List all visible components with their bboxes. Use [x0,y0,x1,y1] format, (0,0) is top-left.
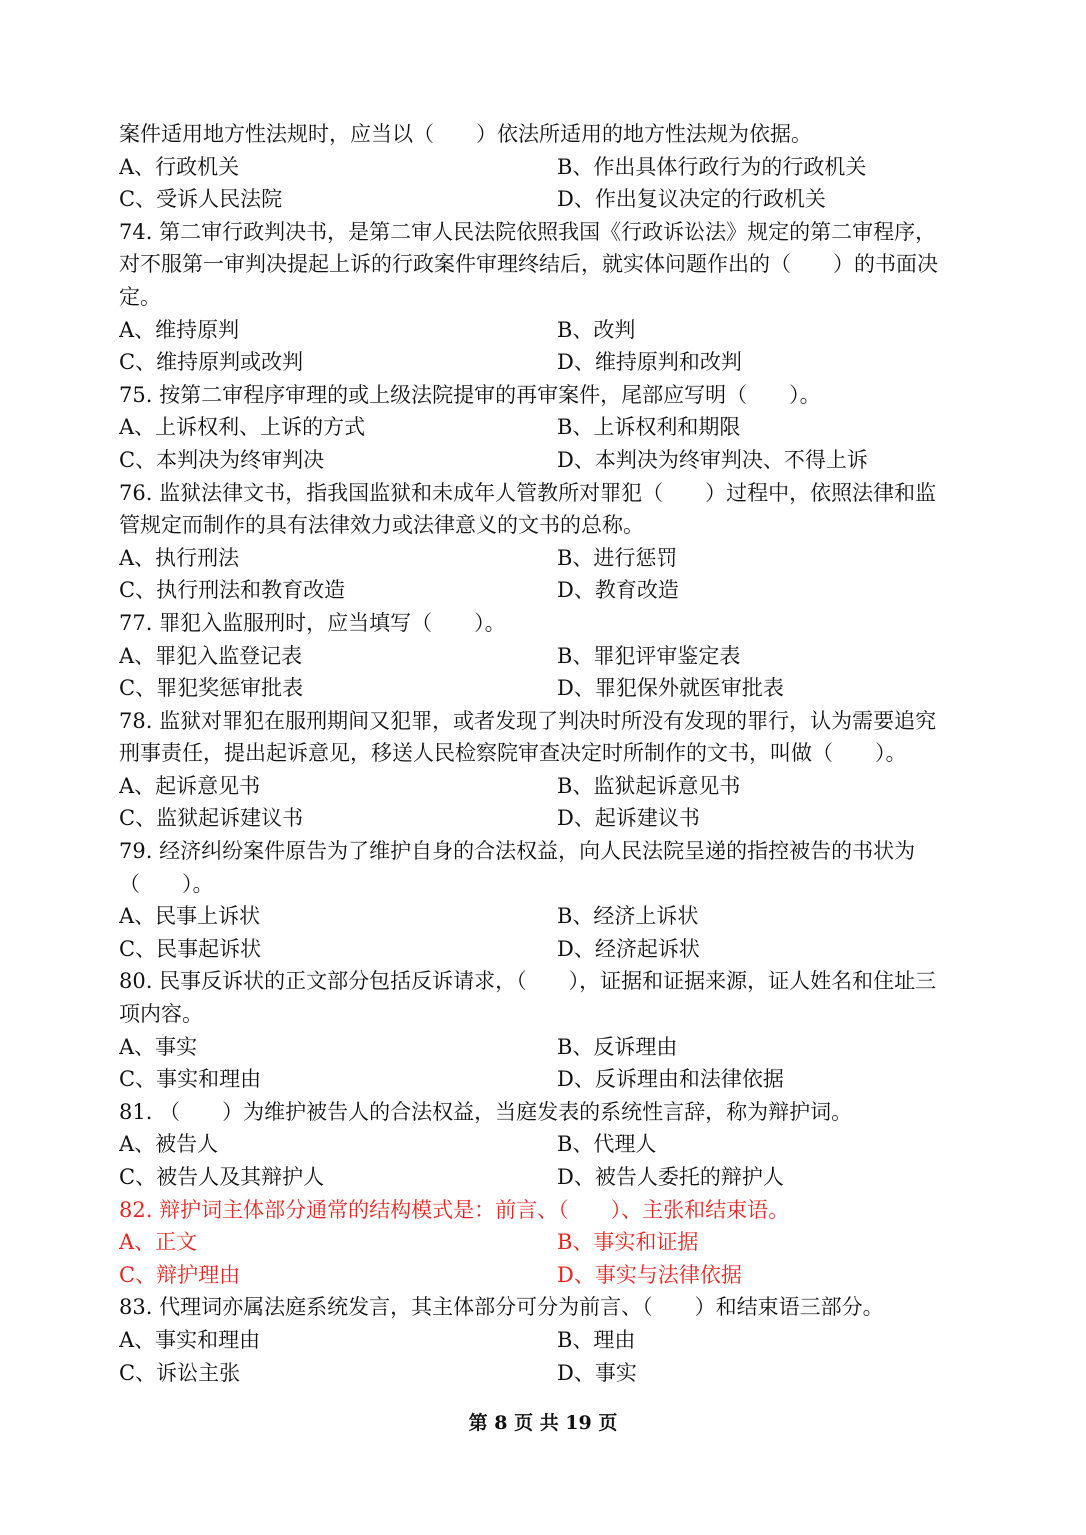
option-d: D、作出复议决定的行政机关 [557,187,826,212]
question-77 [119,607,971,705]
options-row [119,1031,971,1064]
option-b: B、进行惩罚 [557,545,678,570]
option-c: C、诉讼主张 [119,1360,241,1385]
option-d: D、罪犯保外就医审批表 [557,676,784,701]
options-row [119,802,971,835]
options-row [119,1161,971,1194]
option-a: A、民事上诉状 [119,904,261,929]
options-row [119,900,971,933]
option-d: D、事实 [557,1360,637,1385]
intro-options-row-2 [119,183,971,216]
options-row [119,1063,971,1096]
question-83 [119,1291,971,1389]
question-text-line: 定。 [119,284,161,309]
question-text-line: 78. 监狱对罪犯在服刑期间又犯罪，或者发现了判决时所没有发现的罪行，认为需要追究 [119,708,937,733]
option-c: C、罪犯奖惩审批表 [119,676,304,701]
option-c: C、被告人及其辩护人 [119,1165,325,1189]
intro-options-row-1 [119,151,971,184]
option-a: A、事实 [119,1034,198,1059]
option-b: B、事实和证据 [557,1230,699,1255]
question-text-line: 76. 监狱法律文书，指我国监狱和未成年人管教所对罪犯（ ）过程中，依照法律和监 [119,480,937,505]
question-75 [119,379,971,477]
option-a: A、正文 [119,1230,198,1255]
options-row [119,1324,971,1357]
option-a: A、被告人 [119,1132,219,1157]
question-82-highlighted [119,1194,971,1292]
question-text-line: 83. 代理词亦属法庭系统发言，其主体部分可分为前言、（ ）和结束语三部分。 [119,1295,884,1320]
option-b: B、理由 [557,1327,636,1352]
question-text-line: 对不服第一审判决提起上诉的行政案件审理终结后，就实体问题作出的（ ）的书面决 [119,252,938,277]
question-text-line: 79. 经济纠纷案件原告为了维护自身的合法权益，向人民法院呈递的指控被告的书状为 [119,839,916,864]
option-b: B、上诉权利和期限 [557,415,741,440]
options-row [119,411,971,444]
option-b: B、罪犯评审鉴定表 [557,643,741,668]
question-80 [119,965,971,1095]
option-a: A、上诉权利、上诉的方式 [119,415,366,440]
options-row [119,542,971,575]
option-d: D、教育改造 [557,578,679,603]
option-d: D、经济起诉状 [557,936,700,961]
option-d: D、本判决为终审判决、不得上诉 [557,447,868,472]
option-d: D、维持原判和改判 [557,350,742,375]
options-row [119,574,971,607]
option-c: C、本判决为终审判决 [119,447,325,472]
option-a: A、执行刑法 [119,545,240,570]
question-74 [119,216,971,379]
option-b: B、作出具体行政行为的行政机关 [557,154,867,179]
option-b: B、经济上诉状 [557,904,699,929]
option-b: B、反诉理由 [557,1034,678,1059]
option-d: D、起诉建议书 [557,806,700,831]
option-d: D、被告人委托的辩护人 [557,1165,784,1189]
option-c: C、维持原判或改判 [119,350,304,375]
option-b: B、改判 [557,317,636,342]
question-text-line: 80. 民事反诉状的正文部分包括反诉请求，（ ），证据和证据来源，证人姓名和住址三 [119,969,937,994]
option-b: B、监狱起诉意见书 [557,773,741,798]
question-text-line: 74. 第二审行政判决书，是第二审人民法院依照我国《行政诉讼法》规定的第二审程序， [119,219,937,244]
question-81 [119,1096,971,1194]
intro-line: 案件适用地方性法规时，应当以（ ）依法所适用的地方性法规为依据。 [119,122,812,146]
question-text-line: 77. 罪犯入监服刑时，应当填写（ ）。 [119,610,506,635]
options-row [119,1128,971,1161]
question-text-line: 81. （ ）为维护被告人的合法权益，当庭发表的系统性言辞，称为辩护词。 [119,1099,853,1124]
option-a: A、罪犯入监登记表 [119,643,303,668]
options-row [119,444,971,477]
question-76 [119,477,971,607]
options-row [119,770,971,803]
question-text-line: 刑事责任，提出起诉意见，移送人民检察院审查决定时所制作的文书，叫做（ ）。 [119,741,907,766]
page-footer: 第 8 页 共 19 页 [468,1412,618,1434]
options-row [119,346,971,379]
options-row [119,1357,971,1390]
options-row [119,640,971,673]
option-d: D、反诉理由和法律依据 [557,1067,784,1092]
question-text-line: 管规定而制作的具有法律效力或法律意义的文书的总称。 [119,513,644,538]
options-row [119,1259,971,1292]
question-78 [119,705,971,835]
option-c: C、事实和理由 [119,1067,262,1092]
question-text-line: 项内容。 [119,1002,203,1027]
option-a: A、起诉意见书 [119,773,261,798]
options-row [119,933,971,966]
question-79 [119,835,971,965]
option-a: A、行政机关 [119,154,240,179]
question-text-line: （ ）。 [119,871,214,896]
option-b: B、代理人 [557,1132,657,1157]
question-text-line: 75. 按第二审程序审理的或上级法院提审的再审案件，尾部应写明（ ）。 [119,382,821,407]
option-c: C、执行刑法和教育改造 [119,578,346,603]
option-c: C、监狱起诉建议书 [119,806,304,831]
options-row [119,314,971,347]
options-row [119,672,971,705]
option-d: D、事实与法律依据 [557,1262,742,1287]
question-text-line: 82. 辩护词主体部分通常的结构模式是：前言、（ ）、主张和结束语。 [119,1197,790,1222]
options-row [119,1226,971,1259]
option-c: C、民事起诉状 [119,936,262,961]
option-a: A、事实和理由 [119,1327,261,1352]
page-content [119,118,971,1389]
option-c: C、受诉人民法院 [119,187,283,212]
option-c: C、辩护理由 [119,1262,241,1287]
option-a: A、维持原判 [119,317,240,342]
